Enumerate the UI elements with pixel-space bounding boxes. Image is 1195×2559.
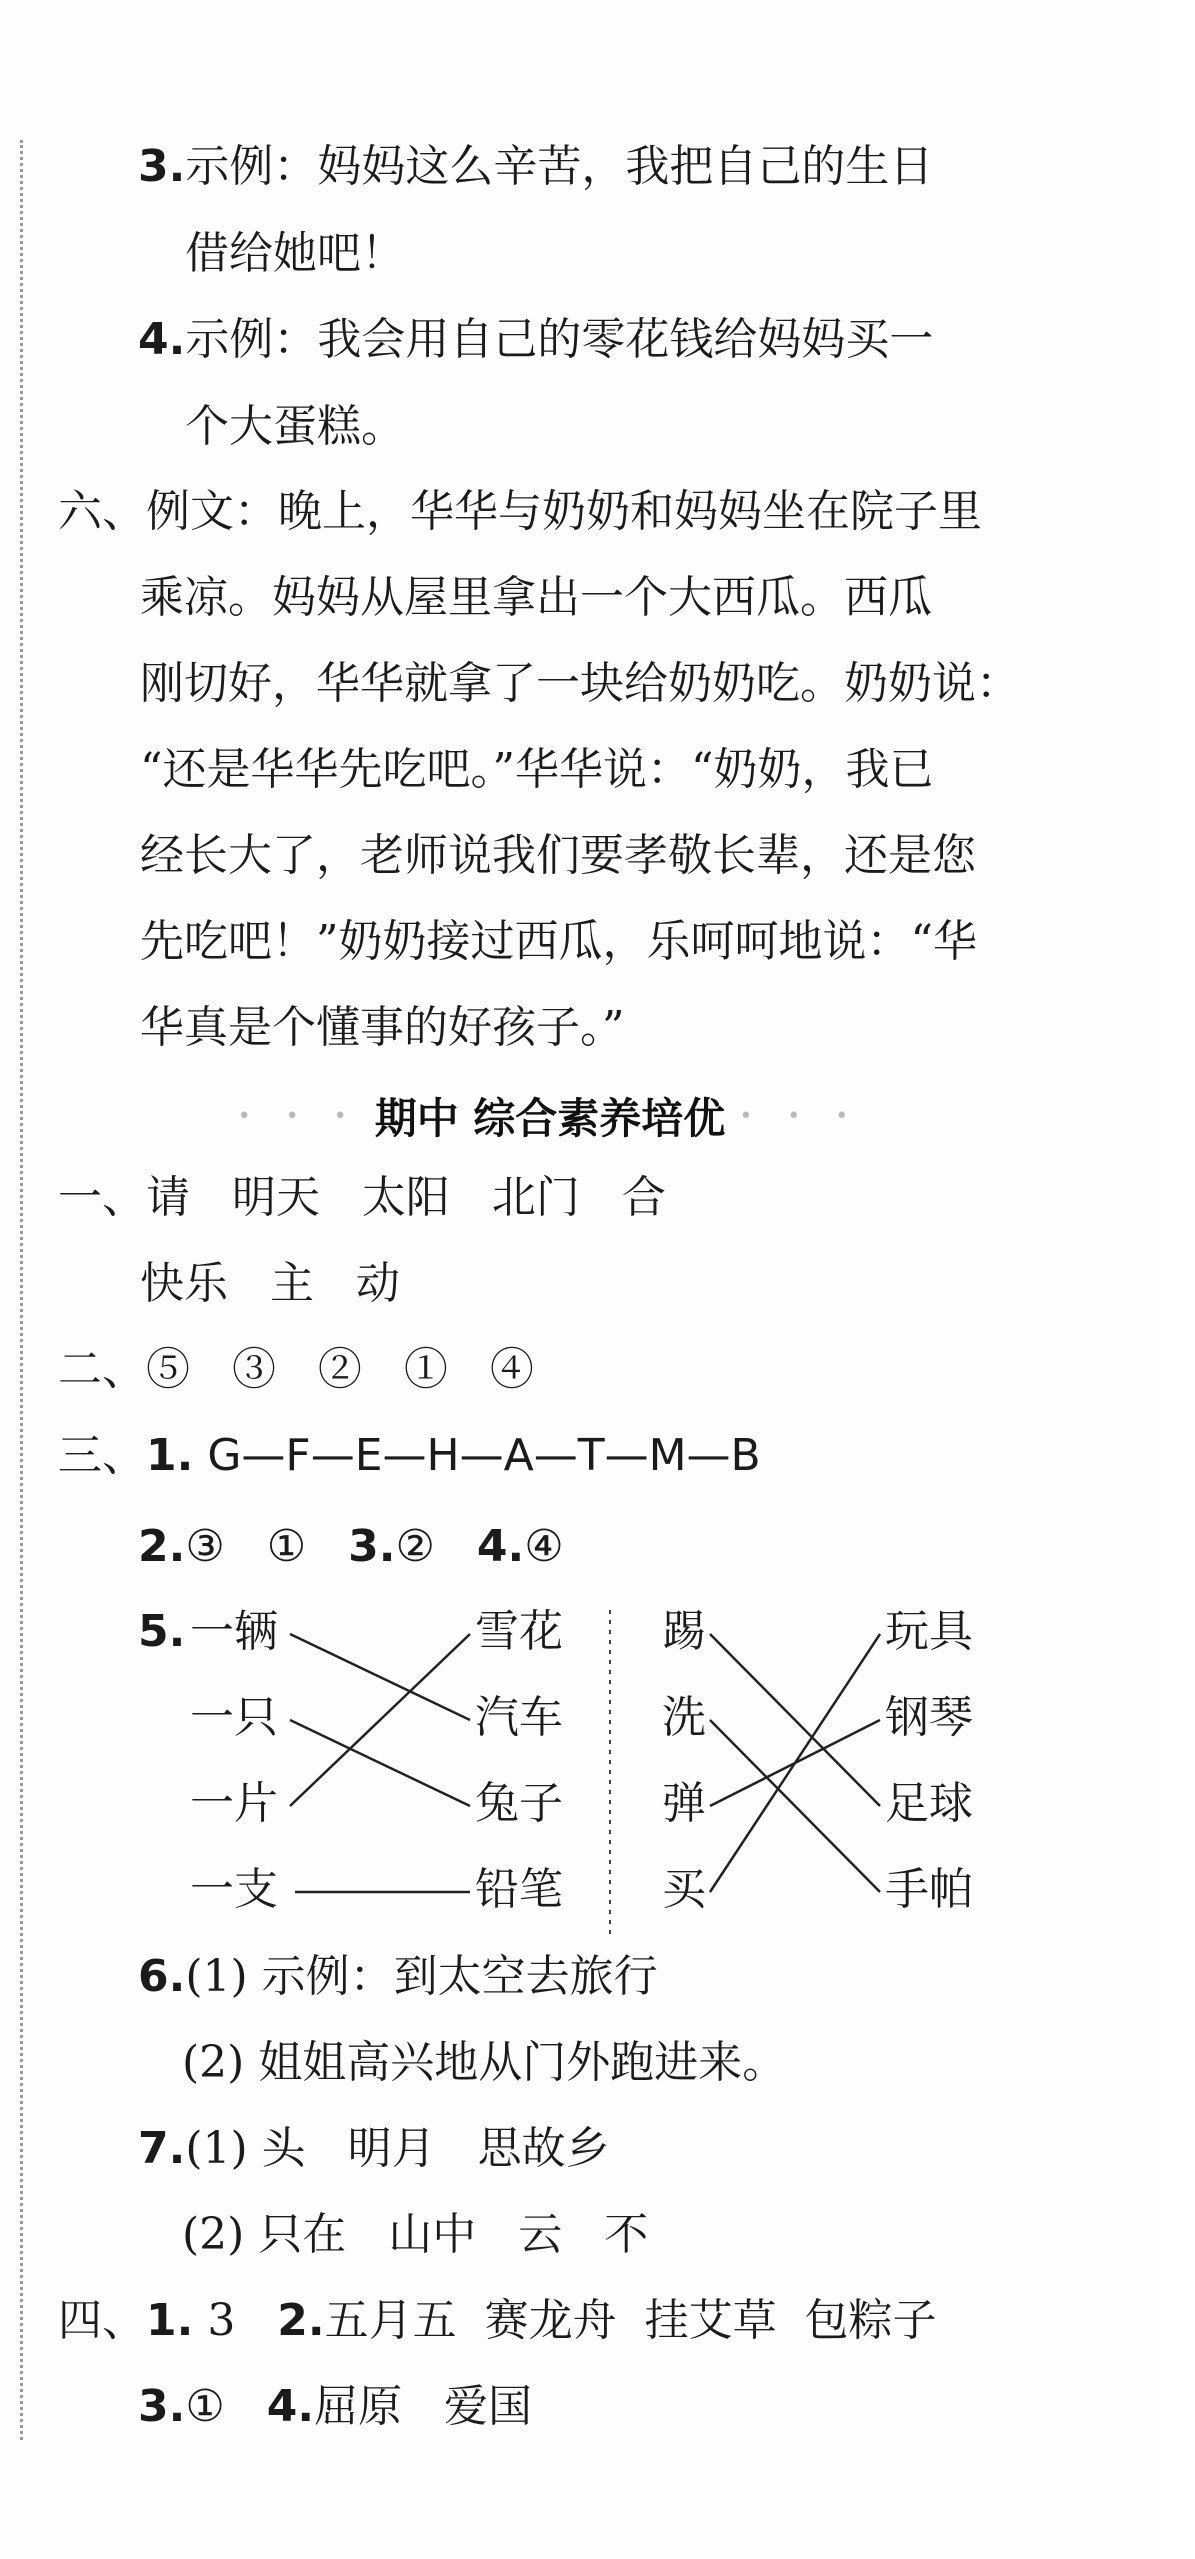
heading-dots-right: • • • <box>739 1103 863 1129</box>
part-3-q6-line-1 <box>138 1951 658 2002</box>
match-right-b-2: 钢琴 <box>885 1692 973 1743</box>
match-line-a-1 <box>290 1634 470 1720</box>
part-3-q4-label: 4. <box>476 1521 525 1572</box>
part-4-q3-text: ① <box>185 2381 267 2432</box>
part-1-line-2: 快乐 主 动 <box>140 1258 400 1309</box>
match-right-b-3: 足球 <box>885 1778 973 1829</box>
match-left-b-4: 买 <box>662 1864 706 1915</box>
section-six-line-7: 华真是个懂事的好孩子。” <box>140 1002 625 1053</box>
section-six-text: 例文：晚上，华华与奶奶和妈妈坐在院子里 <box>146 486 982 537</box>
part-3-q7-line-2: (2) 只在 山中 云 不 <box>182 2209 649 2260</box>
part-4-q2-text: 五月五 赛龙舟 挂艾草 包粽子 <box>324 2295 937 2346</box>
part-2-label: 二、 <box>58 1344 146 1395</box>
match-line-b-4 <box>710 1634 880 1892</box>
part-3-q6-label: 6. <box>138 1951 186 2002</box>
item-4-label: 4. <box>138 314 186 365</box>
match-left-b-1: 踢 <box>662 1606 706 1657</box>
match-line-b-1 <box>710 1634 880 1806</box>
part-3-q7-text-1: (1) 头 明月 思故乡 <box>185 2123 610 2174</box>
part-3-label: 三、 <box>58 1430 146 1481</box>
part-2-text: ⑤ ③ ② ① ④ <box>146 1344 534 1395</box>
section-six-label: 六、 <box>58 486 146 537</box>
part-3-q6-line-2: (2) 姐姐高兴地从门外跑进来。 <box>182 2037 787 2088</box>
match-left-a-4: 一支 <box>190 1864 278 1915</box>
part-3-q4-text: ④ <box>524 1521 564 1572</box>
match-right-b-4: 手帕 <box>885 1864 973 1915</box>
part-4-q3-label: 3. <box>138 2381 186 2432</box>
item-4-text: 示例：我会用自己的零花钱给妈妈买一 <box>185 314 934 365</box>
part-4-label: 四、 <box>58 2295 146 2346</box>
match-right-a-4: 铅笔 <box>475 1864 563 1915</box>
part-3-q7-line-1 <box>138 2123 610 2174</box>
section-six-line-2: 乘凉。妈妈从屋里拿出一个大西瓜。西瓜 <box>140 572 932 623</box>
item-4-line-2: 个大蛋糕。 <box>185 401 405 452</box>
part-4-q1-label: 1. <box>146 2295 194 2346</box>
part-1-text: 请 明天 太阳 北门 合 <box>146 1172 666 1223</box>
match-left-a-2: 一只 <box>190 1692 278 1743</box>
item-3-label: 3. <box>138 141 186 192</box>
match-line-a-2 <box>290 1720 470 1806</box>
part-4-q2-label: 2. <box>277 2295 325 2346</box>
part-3-q1-text: G—F—E—H—A—T—M—B <box>193 1430 761 1481</box>
match-left-b-2: 洗 <box>662 1692 706 1743</box>
part-4-q4-label: 4. <box>266 2381 315 2432</box>
item-3-line-2: 借给她吧！ <box>185 228 405 279</box>
match-left-b-3: 弹 <box>662 1778 706 1829</box>
section-six-line-5: 经长大了，老师说我们要孝敬长辈，还是您 <box>140 830 976 881</box>
part-3-q1-label: 1. <box>146 1430 194 1481</box>
section-six-line-3: 刚切好，华华就拿了一块给奶奶吃。奶奶说： <box>140 658 1020 709</box>
match-left-a-1: 一辆 <box>190 1606 278 1657</box>
heading-title: 期中 综合素养培优 <box>374 1094 726 1143</box>
match-right-a-2: 汽车 <box>475 1692 563 1743</box>
section-six-line-6: 先吃吧！”奶奶接过西瓜，乐呵呵地说：“华 <box>140 916 977 967</box>
match-right-a-3: 兔子 <box>475 1778 563 1829</box>
match-line-a-3 <box>290 1634 470 1806</box>
part-3-q3-text: ② <box>395 1521 477 1572</box>
heading-dots-left: • • • <box>237 1103 361 1129</box>
part-4-q1-text: 3 <box>193 2295 278 2346</box>
match-line-b-2 <box>710 1720 880 1892</box>
part-3-q3-label: 3. <box>348 1521 396 1572</box>
section-six-line-4: “还是华华先吃吧。”华华说：“奶奶，我已 <box>140 744 934 795</box>
match-right-a-1: 雪花 <box>475 1606 563 1657</box>
part-1-label: 一、 <box>58 1172 146 1223</box>
part-4-q4-text: 屈原 爱国 <box>314 2381 533 2432</box>
part-4-line-1 <box>58 2295 937 2346</box>
match-right-b-1: 玩具 <box>885 1606 973 1657</box>
part-3-q6-text-1: (1) 示例：到太空去旅行 <box>185 1951 658 2002</box>
item-3-text: 示例：妈妈这么辛苦，我把自己的生日 <box>185 141 934 192</box>
part-3-q2-text: ③ ① <box>185 1521 349 1572</box>
part-3-q2-label: 2. <box>138 1521 186 1572</box>
part-3-q7-label: 7. <box>138 2123 186 2174</box>
match-left-a-3: 一片 <box>190 1778 278 1829</box>
part-4-line-2 <box>138 2381 533 2432</box>
part-3-q5-label: 5. <box>138 1606 186 1657</box>
